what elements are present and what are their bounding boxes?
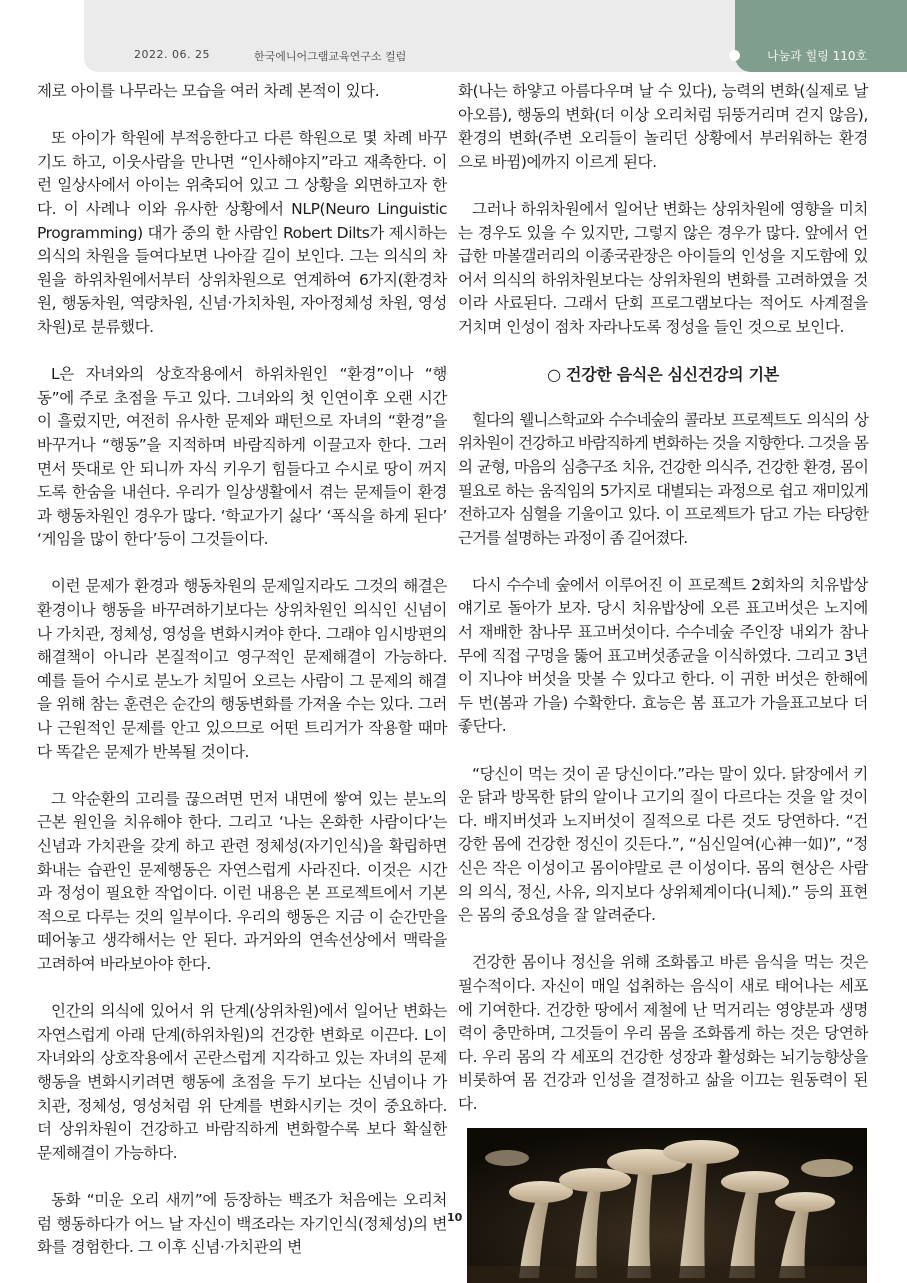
left-column bbox=[37, 80, 447, 1283]
left-paragraph-5: 그 악순환의 고리를 끊으려면 먼저 내면에 쌓여 있는 분노의 근본 원인을 치유해야 한다. 그리고 ‘나는 온화한 사람이다’는 신념과 가치관을 갖게 하고 관련 정체성(자기인식)을 확립하면 화내는 습관인 문제행동은 자연스럽게 사라진다. 이것은 시간과 정성이 필요한 작업이다. 이런 내용은 본 프로젝트에서 기본적으로 다루는 것의 일부이다. 우리의 행동은 지금 이 순간만을 떼어놓고 생각해서는 안 된다. 과거와의 연속선상에서 맥락을 고려하여 바라보아야 한다. bbox=[37, 789, 447, 973]
left-paragraph-7: 동화 “미운 오리 새끼”에 등장하는 백조가 처음에는 오리처럼 행동하다가 어느 날 자신이 백조라는 자기인식(정체성)의 변화를 경험한다. 그 이후 신념·가치관의 변 bbox=[37, 1190, 447, 1257]
right-paragraph-1: 화(나는 하얗고 아름다우며 날 수 있다), 능력의 변화(실제로 날아오름), 행동의 변화(더 이상 오리처럼 뒤뚱거리며 걷지 않음), 환경의 변화(주변 오리들이 놀리던 상황에서 부러워하는 환경으로 바뀜)에까지 이르게 된다. bbox=[458, 82, 868, 171]
right-paragraph-6: 건강한 몸이나 정신을 위해 조화롭고 바른 음식을 먹는 것은 필수적이다. 자신이 매일 섭취하는 음식이 새로 태어나는 세포에 기여한다. 건강한 땅에서 제철에 난 먹거리는 영양분과 생명력이 충만하며, 그것들이 우리 몸을 조화롭게 하는 것은 당연하다. 우리 몸의 각 세포의 건강한 성장과 활성화는 뇌기능향상을 비롯하여 몸 건강과 인성을 결정하고 삶을 이끄는 원동력이 된다. bbox=[458, 953, 868, 1113]
left-paragraph-3: L은 자녀와의 상호작용에서 하위차원인 “환경”이나 “행동”에 주로 초점을 두고 있다. 그녀와의 첫 인연이후 오랜 시간이 흘렀지만, 여전히 유사한 문제와 패턴으로 자녀의 “환경”을 바꾸거나 “행동”을 지적하며 바람직하게 이끌고자 한다. 그러면서 뜻대로 안 되니까 자식 키우기 힘들다고 수시로 땅이 꺼지도록 한숨을 내쉰다. 우리가 일상생활에서 겪는 문제들이 환경과 행동차원인 경우가 많다. ‘학교가기 싫다’ ‘폭식을 하게 된다’ ‘게임을 많이 한다’등이 그것들이다. bbox=[37, 365, 447, 549]
bullet-dot-icon bbox=[729, 50, 740, 61]
left-paragraph-1: 제로 아이를 나무라는 모습을 여러 차례 본적이 있다. bbox=[37, 82, 380, 100]
header-source: 한국에니어그램교육연구소 컬럼 bbox=[254, 50, 407, 63]
section-title: ○ 건강한 음식은 심신건강의 기본 bbox=[547, 365, 779, 385]
issue-tab bbox=[735, 0, 907, 72]
right-paragraph-3: 힐다의 웰니스학교와 수수네숲의 콜라보 프로젝트도 의식의 상위차원이 건강하고 바람직하게 변화하는 것을 지향한다. 그것을 몸의 균형, 마음의 심층구조 치유, 건강한 의식주, 건강한 환경, 몸이 필요로 하는 움직임의 5가지로 대별되는 과정으로 쉽고 재미있게 전하고자 심혈을 기울이고 있다. 이 프로젝트가 담고 가는 타당한 근거를 설명하는 과정이 좀 길어졌다. bbox=[458, 410, 868, 547]
header-date: 2022. 06. 25 bbox=[134, 48, 210, 61]
right-paragraph-4: 다시 수수네 숲에서 이루어진 이 프로젝트 2회차의 치유밥상 얘기로 돌아가 보자. 당시 치유밥상에 오른 표고버섯은 노지에서 재배한 참나무 표고버섯이다. 수수네숲 주인장 내외가 참나무에 직접 구멍을 뚫어 표고버섯종균을 이식하였다. 그리고 3년이 지나야 버섯을 맛볼 수 있다고 한다. 이 귀한 버섯은 한해에 두 번(봄과 가을) 수확한다. 효능은 봄 표고가 가을표고보다 더 좋단다. bbox=[458, 575, 869, 736]
issue-label: 나눔과 힐링 110호 bbox=[767, 49, 868, 63]
left-paragraph-6: 인간의 의식에 있어서 위 단계(상위차원)에서 일어난 변화는 자연스럽게 아래 단계(하위차원)의 건강한 변화로 이끈다. L이 자녀와의 상호작용에서 곤란스럽게 지각하고 있는 자녀의 문제행동을 변화시키려면 행동에 초점을 두기 보다는 신념이나 가치관, 정체성, 영성처럼 위 단계를 변화시키는 것이 중요하다. 더 상위차원이 건강하고 바람직하게 변화할수록 보다 확실한 문제해결이 가능하다. bbox=[37, 1002, 447, 1162]
left-paragraph-2: 또 아이가 학원에 부적응한다고 다른 학원으로 몇 차례 바꾸기도 하고, 이웃사람을 만나면 “인사해야지”라고 재촉한다. 이런 일상사에서 아이는 위축되어 있고 그 상황을 외면하고자 한다. 이 사례나 이와 유사한 상황에서 NLP(Neuro Linguistic Programming) 대가 중의 한 사람인 Robert Dilts가 제시하는 의식의 차원을 들여다보면 나아갈 길이 보인다. 그는 의식의 차원을 하위차원에서부터 상위차원으로 연계하여 6가지(환경차원, 행동차원, 역량차원, 신념·가치차원, 자아정체성 차원, 영성차원)로 분류했다. bbox=[37, 129, 447, 336]
left-paragraph-4: 이런 문제가 환경과 행동차원의 문제일지라도 그것의 해결은 환경이나 행동을 바꾸려하기보다는 상위차원인 의식인 신념이나 가치관, 정체성, 영성을 변화시켜야 한다. 그래야 임시방편의 해결책이 아니라 본질적이고 영구적인 문제해결이 가능하다. 예를 들어 수시로 분노가 치밀어 오르는 사람이 그 문제의 해결을 위해 참는 훈련은 순간의 행동변화를 가져올 수는 있다. 그러나 근원적인 문제를 안고 있으므로 어떤 트리거가 작용할 때마다 똑같은 문제가 반복될 것이다. bbox=[37, 577, 447, 761]
page-number: 10 bbox=[447, 1211, 463, 1224]
right-paragraph-2: 그러나 하위차원에서 일어난 변화는 상위차원에 영향을 미치는 경우도 있을 수 있지만, 그렇지 않은 경우가 많다. 앞에서 언급한 마볼갤러리의 이종국관장은 아이들의 인성을 지도함에 있어서 의식의 하위차원보다는 상위차원의 변화를 고려하였을 것이라 사료된다. 그래서 단회 프로그램보다는 적어도 사계절을 거치며 인성이 점차 자라나도록 정성을 들인 것으로 보인다. bbox=[458, 199, 868, 336]
page-header bbox=[84, 0, 907, 72]
right-paragraph-5: “당신이 먹는 것이 곧 당신이다.”라는 말이 있다. 닭장에서 키운 닭과 방목한 닭의 알이나 고기의 질이 다르다는 것을 알 것이다. 배지버섯과 노지버섯이 질적으로 다른 것도 당연하다. “건강한 몸에 건강한 정신이 깃든다.”, “심신일여(心神一如)”, “정신은 작은 이성이고 몸이야말로 큰 이성이다. 몸의 현상은 사람의 의식, 정신, 사유, 의지보다 상위체계이다(니체).” 등의 표현은 몸의 중요성을 잘 알려준다. bbox=[458, 764, 868, 925]
mushroom-illustration-icon bbox=[467, 1128, 867, 1283]
right-column bbox=[458, 80, 868, 1140]
mushroom-photo bbox=[467, 1128, 867, 1283]
